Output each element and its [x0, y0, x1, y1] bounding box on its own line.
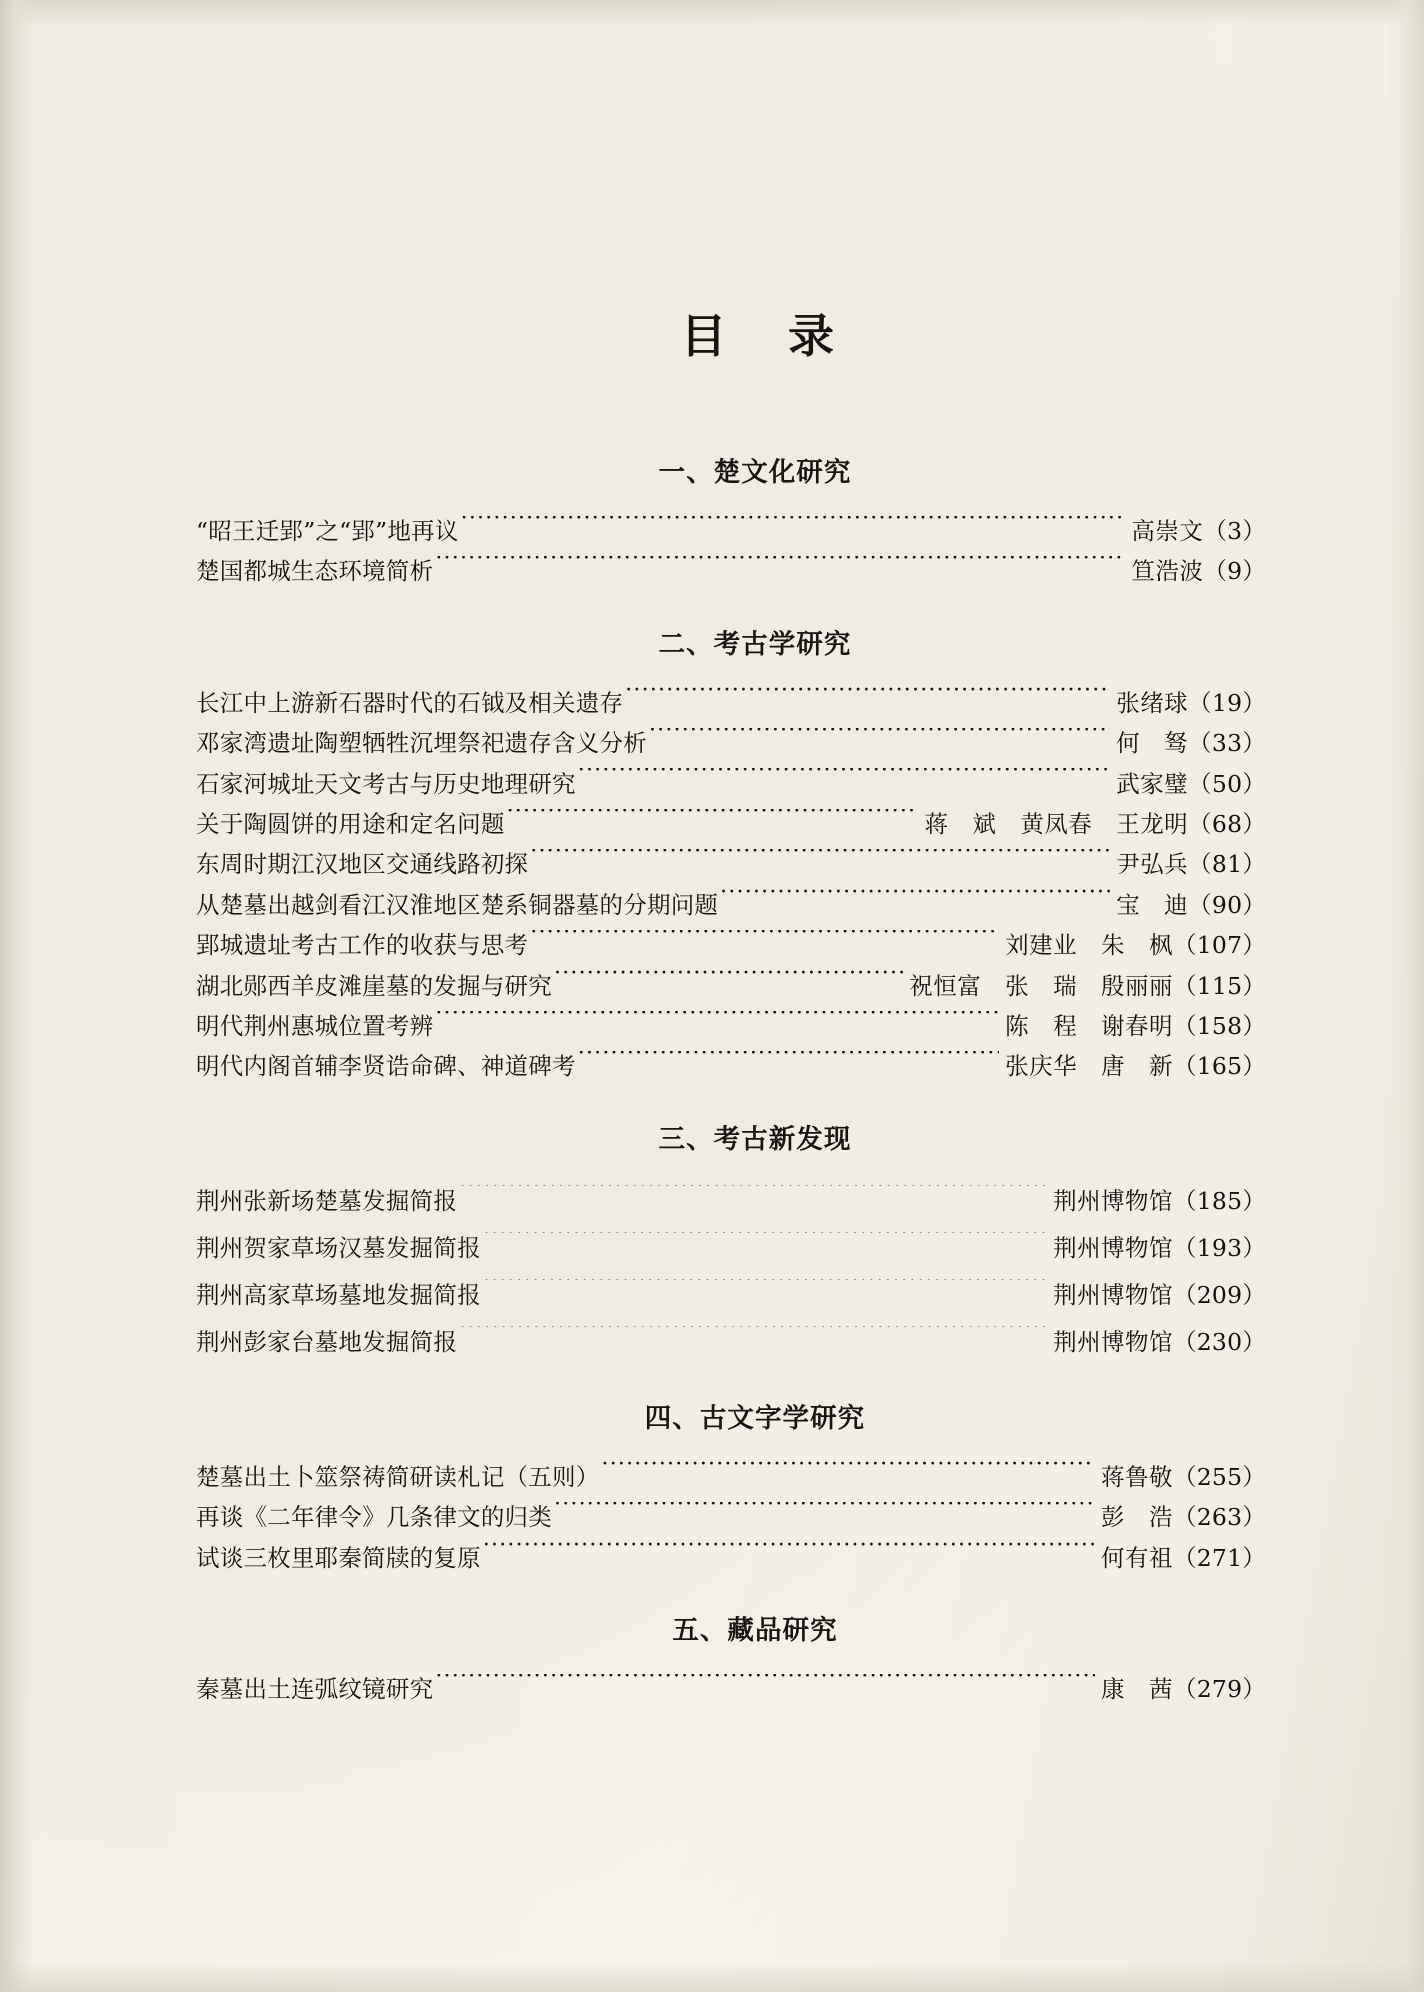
toc-section-title: 四、古文字学研究	[644, 1402, 866, 1434]
toc-entry[interactable]	[196, 1272, 1266, 1319]
toc-entry-authors: 武家璧	[1116, 769, 1189, 798]
toc-section-title: 二、考古学研究	[658, 628, 852, 660]
leader-dots	[625, 687, 1110, 711]
toc-entry[interactable]	[196, 844, 1266, 884]
leader-dots	[649, 728, 1110, 752]
leader-dots	[435, 556, 1125, 580]
toc-section-title: 五、藏品研究	[672, 1615, 838, 1647]
page-edge-shading-right	[1384, 0, 1424, 1992]
toc-section-title: 一、楚文化研究	[658, 457, 852, 488]
toc-entry-authors: 何 驽	[1116, 729, 1189, 758]
toc-entry[interactable]	[196, 966, 1266, 1006]
toc-entry-authors: 蒋 斌 黄凤春 王龙明	[924, 810, 1189, 839]
leader-dots	[602, 1461, 1096, 1485]
page-edge-shading-top	[0, 0, 1424, 26]
toc-entry-page: （33）	[1188, 729, 1266, 758]
toc-entry-page: （165）	[1172, 1052, 1266, 1081]
toc-entry-authors: 彭 浩	[1101, 1503, 1173, 1532]
table-of-contents	[196, 300, 1266, 1716]
toc-entry-title: 郢城遗址考古工作的收获与思考	[196, 931, 529, 960]
toc-entry-authors: 尹弘兵	[1116, 850, 1189, 879]
toc-entry-authors: 荆州博物馆	[1053, 1186, 1173, 1215]
toc-entry-authors: 荆州博物馆	[1053, 1280, 1173, 1309]
toc-entry-title: 荆州高家草场墓地发掘简报	[196, 1280, 481, 1309]
leader-dots	[483, 1542, 1095, 1566]
toc-entry-title: 长江中上游新石器时代的石钺及相关遗存	[196, 688, 624, 717]
leader-dots	[435, 1011, 999, 1035]
toc-entry-page: （19）	[1188, 688, 1266, 717]
toc-entry-authors: 荆州博物馆	[1053, 1327, 1173, 1356]
toc-entry[interactable]	[196, 511, 1266, 551]
toc-entry-page: （9）	[1203, 557, 1266, 586]
toc-entry-page: （68）	[1188, 810, 1266, 839]
toc-section-title: 三、考古新发现	[658, 1123, 852, 1155]
toc-entry-authors: 荆州博物馆	[1053, 1233, 1173, 1262]
toc-entry-page: （209）	[1172, 1280, 1266, 1309]
toc-entry-page: （271）	[1172, 1543, 1266, 1572]
toc-entry-title: 楚墓出土卜筮祭祷简研读札记（五则）	[196, 1462, 600, 1491]
toc-entry[interactable]	[196, 804, 1266, 844]
toc-entry-authors: 蒋鲁敬	[1101, 1462, 1173, 1491]
toc-entry-title: 关于陶圆饼的用途和定名问题	[196, 810, 505, 839]
toc-entry-authors: 祝恒富 张 瑞 殷丽丽	[909, 971, 1173, 1000]
toc-entry[interactable]	[196, 1319, 1266, 1366]
toc-entry[interactable]	[196, 1669, 1266, 1709]
leader-dots	[483, 1279, 1047, 1303]
leader-dots	[461, 516, 1126, 540]
toc-section	[196, 622, 1266, 1087]
page-edge-shading-bottom	[0, 1962, 1424, 1992]
toc-entry[interactable]	[196, 925, 1266, 965]
leader-dots	[554, 1502, 1095, 1526]
toc-entry-page: （193）	[1172, 1233, 1266, 1262]
toc-entry-title: 从楚墓出越剑看江汉淮地区楚系铜器墓的分期问题	[196, 890, 719, 919]
toc-entry-page: （255）	[1172, 1462, 1266, 1491]
toc-entry[interactable]	[196, 764, 1266, 804]
page-title-char-1: 目	[680, 309, 732, 363]
toc-entry[interactable]	[196, 1178, 1266, 1225]
toc-entry-authors: 康 茜	[1101, 1675, 1173, 1704]
toc-section	[196, 450, 1266, 592]
leader-dots	[554, 970, 903, 994]
toc-entry-authors: 张绪球	[1116, 688, 1189, 717]
leader-dots	[530, 849, 1110, 873]
toc-entry-page: （90）	[1188, 890, 1266, 919]
toc-entry-page: （3）	[1203, 517, 1266, 545]
toc-entry-authors: 张庆华 唐 新	[1005, 1052, 1173, 1081]
toc-entry-title: 荆州张新场楚墓发掘简报	[196, 1186, 458, 1215]
toc-entry[interactable]	[196, 1538, 1266, 1578]
toc-entry-page: （263）	[1172, 1503, 1266, 1532]
toc-entry-authors: 笪浩波	[1131, 557, 1204, 586]
toc-entry-title: 楚国都城生态环境简析	[196, 557, 434, 586]
toc-entry[interactable]	[196, 683, 1266, 723]
toc-entry[interactable]	[196, 1497, 1266, 1537]
toc-entry-title: 秦墓出土连弧纹镜研究	[196, 1675, 434, 1704]
toc-entry-authors: 何有祖	[1101, 1543, 1173, 1572]
toc-entry-title: “昭王迁郢”之“郢”地再议	[196, 517, 459, 545]
toc-entry-page: （158）	[1172, 1012, 1266, 1041]
toc-entry-title: 东周时期江汉地区交通线路初探	[196, 850, 529, 879]
toc-entry[interactable]	[196, 1457, 1266, 1497]
toc-entry-title: 试谈三枚里耶秦简牍的复原	[196, 1543, 481, 1572]
toc-entry-authors: 高崇文	[1131, 517, 1204, 545]
leader-dots	[720, 889, 1110, 913]
page-edge-shading-left	[0, 0, 34, 1992]
toc-entry[interactable]	[196, 723, 1266, 763]
toc-entry-title: 邓家湾遗址陶塑牺牲沉埋祭祀遗存含义分析	[196, 729, 647, 758]
toc-entry-title: 再谈《二年律令》几条律文的归类	[196, 1503, 553, 1532]
leader-dots	[507, 809, 919, 833]
toc-entry-title: 荆州彭家台墓地发掘简报	[196, 1327, 458, 1356]
toc-entry[interactable]	[196, 551, 1266, 591]
toc-entry-page: （185）	[1172, 1186, 1266, 1215]
toc-entry[interactable]	[196, 885, 1266, 925]
leader-dots	[435, 1674, 1095, 1698]
leader-dots	[578, 768, 1110, 792]
toc-entry-page: （115）	[1172, 971, 1266, 1000]
toc-section	[196, 1608, 1266, 1709]
toc-entry-page: （279）	[1172, 1675, 1266, 1704]
page-title	[196, 300, 1266, 366]
toc-entry-title: 明代内阁首辅李贤诰命碑、神道碑考	[196, 1052, 576, 1081]
toc-entry-authors: 陈 程 谢春明	[1005, 1012, 1173, 1041]
toc-entry[interactable]	[196, 1006, 1266, 1046]
toc-entry-page: （81）	[1188, 850, 1266, 879]
page-title-char-2: 录	[788, 309, 840, 363]
toc-entry-page: （230）	[1172, 1327, 1266, 1356]
toc-section	[196, 1117, 1266, 1366]
toc-entry-title: 石家河城址天文考古与历史地理研究	[196, 769, 576, 798]
leader-dots	[459, 1185, 1047, 1209]
toc-entry-title: 荆州贺家草场汉墓发掘简报	[196, 1233, 481, 1262]
leader-dots	[483, 1232, 1047, 1256]
toc-entry-authors: 宝 迪	[1116, 890, 1189, 919]
toc-entry-authors: 刘建业 朱 枫	[1005, 931, 1173, 960]
toc-entry-page: （50）	[1188, 769, 1266, 798]
leader-dots	[459, 1326, 1047, 1350]
toc-entry[interactable]	[196, 1225, 1266, 1272]
toc-entry[interactable]	[196, 1046, 1266, 1086]
toc-entry-page: （107）	[1172, 931, 1266, 960]
leader-dots	[530, 930, 999, 954]
toc-section	[196, 1396, 1266, 1578]
leader-dots	[578, 1051, 999, 1075]
toc-entry-title: 明代荆州惠城位置考辨	[196, 1012, 434, 1041]
toc-entry-title: 湖北郧西羊皮滩崖墓的发掘与研究	[196, 971, 553, 1000]
